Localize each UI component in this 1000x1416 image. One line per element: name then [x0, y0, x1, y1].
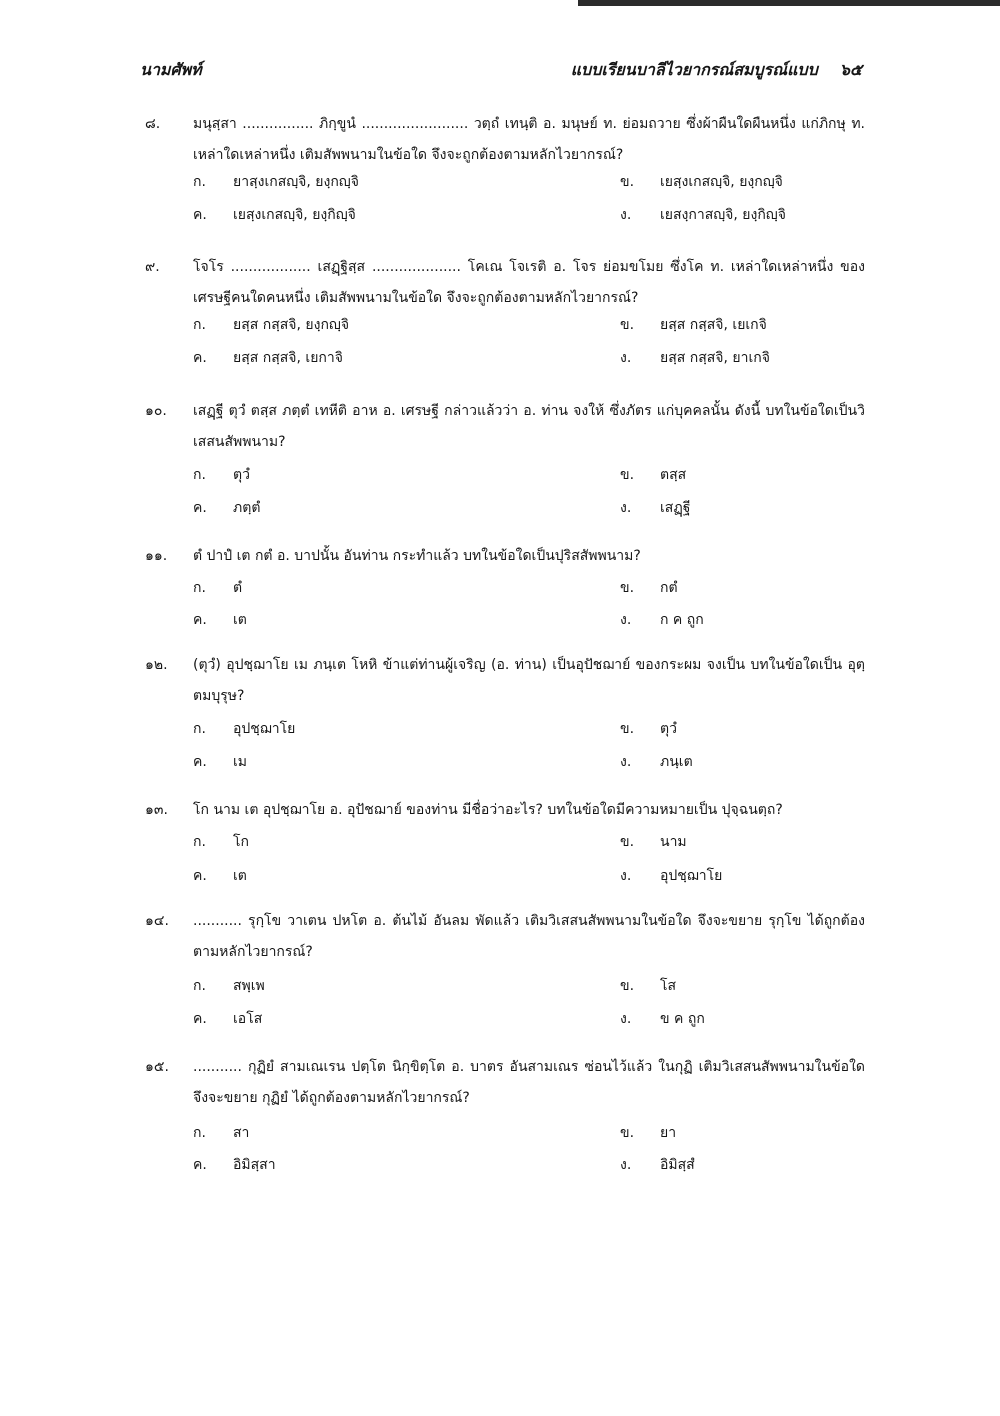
question-text: ........... กุฏิยํ สามเณเรน ปตฺโต นิกฺขิตฺโต อ. บาตร อันสามเณร ซ่อนไว้แล้ว ในกุฏิ เติมวิเสสนสัพพนามในข้อใด จึงจะขยาย กุฏิยํ ได้ถูกต้องตามหลักไวยากรณ์?	[193, 1059, 865, 1106]
question-number: ๑๒.	[145, 657, 168, 673]
question-text: ตํ ปาปํ เต กตํ อ. บาปนั้น อันท่าน กระทำแล้ว บทในข้อใดเป็นปุริสสัพพนาม?	[193, 548, 641, 564]
question-text: ........... รุกฺโข วาเตน ปหโต อ. ต้นไม้ อันลม พัดแล้ว เติมวิเสสนสัพพนามในข้อใด จึงจะขยาย รุกฺโข ได้ถูกต้องตามหลักไวยากรณ์?	[193, 913, 865, 960]
question-number: ๑๐.	[145, 403, 167, 419]
option-d[interactable]: ง. เยสงฺกาสญฺจิ, ยงฺกิญฺจิ	[620, 207, 786, 223]
option-c[interactable]: ค. เม	[193, 754, 248, 770]
option-b[interactable]: ข. นาม	[620, 834, 687, 850]
option-b[interactable]: ข. เยสฺงเกสญฺจิ, ยงฺกญฺจิ	[620, 174, 783, 190]
option-b[interactable]: ข. ตุวํ	[620, 721, 677, 737]
question-text: (ตุวํ) อุปชฺฌาโย เม ภนฺเต โหหิ ข้าแต่ท่านผู้เจริญ (อ. ท่าน) เป็นอุปัชฌาย์ ของกระผม จงเป็น บทในข้อใดเป็น อุตฺตมบุรุษ?	[193, 657, 865, 704]
option-d[interactable]: ง. อุปชฺฌาโย	[620, 868, 723, 884]
question-text: มนุสฺสา ................ ภิกฺขูนํ ........................ วตฺถํ เทนฺติ อ. มนุษย์ ท. ย่อมถวาย ซึ่งผ้าผืนใดผืนหนึ่ง แก่ภิกษุ ท. เหล่าใดเหล่าหนึ่ง เติมสัพพนามในข้อใด จึงจะถูกต้องตามหลักไวยากรณ์?	[193, 116, 865, 163]
option-a[interactable]: ก. โก	[193, 834, 249, 850]
option-a[interactable]: ก. ยสฺส กสฺสจิ, ยงฺกญฺจิ	[193, 317, 350, 333]
option-a[interactable]: ก. ตํ	[193, 580, 243, 596]
option-a[interactable]: ก. ยาสฺงเกสญฺจิ, ยงฺกญฺจิ	[193, 174, 359, 190]
option-c[interactable]: ค. ยสฺส กสฺสจิ, เยกาจิ	[193, 350, 343, 366]
option-d[interactable]: ง. ภนฺเต	[620, 754, 693, 770]
running-header-right	[571, 58, 862, 83]
option-b[interactable]: ข. ยา	[620, 1125, 677, 1141]
option-d[interactable]: ง. อิมิสฺสํ	[620, 1157, 695, 1173]
question-number: ๑๕.	[145, 1059, 169, 1075]
option-c[interactable]: ค. เต	[193, 868, 247, 884]
option-d[interactable]: ง. ข ค ถูก	[620, 1011, 705, 1027]
question-text: เสฏฺฐี ตุวํ ตสฺส ภตฺตํ เทหีติ อาห อ. เศรษฐี กล่าวแล้วว่า อ. ท่าน จงให้ ซึ่งภัตร แก่บุคคลนั้น ดังนี้ บทในข้อใดเป็นวิเสสนสัพพนาม?	[193, 403, 865, 450]
option-b[interactable]: ข. ยสฺส กสฺสจิ, เยเกจิ	[620, 317, 767, 333]
option-d[interactable]: ง. ยสฺส กสฺสจิ, ยาเกจิ	[620, 350, 770, 366]
option-b[interactable]: ข. โส	[620, 978, 677, 994]
option-c[interactable]: ค. อิมิสฺสา	[193, 1157, 276, 1173]
question-number: ๑๓.	[145, 802, 168, 818]
option-d[interactable]: ง. ก ค ถูก	[620, 612, 704, 628]
question-number: ๙.	[145, 259, 160, 275]
option-c[interactable]: ค. เต	[193, 612, 247, 628]
book-title: แบบเรียนบาลีไวยากรณ์สมบูรณ์แบบ	[570, 60, 818, 79]
option-b[interactable]: ข. ตสฺส	[620, 467, 687, 483]
running-header-left: นามศัพท์	[140, 60, 202, 79]
top-border-line	[578, 0, 1000, 6]
option-c[interactable]: ค. เยสฺงเกสญฺจิ, ยงฺกิญฺจิ	[193, 207, 356, 223]
option-a[interactable]: ก. ตุวํ	[193, 467, 250, 483]
question-number: ๑๑.	[145, 548, 168, 564]
question-number: ๑๔.	[145, 913, 169, 929]
question-text: โจโร .................. เสฏฺฐิสฺส .................... โคเณ โจเรติ อ. โจร ย่อมขโมย ซึ่งโค ท. เหล่าใดเหล่าหนึ่ง ของเศรษฐีคนใดคนหนึ่ง เติมสัพพนามในข้อใด จึงจะถูกต้องตามหลักไวยากรณ์?	[193, 259, 865, 306]
question-text: โก นาม เต อุปชฺฌาโย อ. อุปัชฌาย์ ของท่าน มีชื่อว่าอะไร? บทในข้อใดมีความหมายเป็น ปุจฺฉนตฺถ?	[193, 802, 783, 818]
option-c[interactable]: ค. เอโส	[193, 1011, 263, 1027]
option-d[interactable]: ง. เสฏฺฐี	[620, 500, 691, 516]
page-number: ๖๕	[839, 60, 862, 79]
question-number: ๘.	[145, 116, 161, 132]
option-c[interactable]: ค. ภตฺตํ	[193, 500, 261, 516]
option-b[interactable]: ข. กตํ	[620, 580, 678, 596]
option-a[interactable]: ก. สา	[193, 1125, 250, 1141]
option-a[interactable]: ก. อุปชฺฌาโย	[193, 721, 296, 737]
option-a[interactable]: ก. สพฺเพ	[193, 978, 265, 994]
